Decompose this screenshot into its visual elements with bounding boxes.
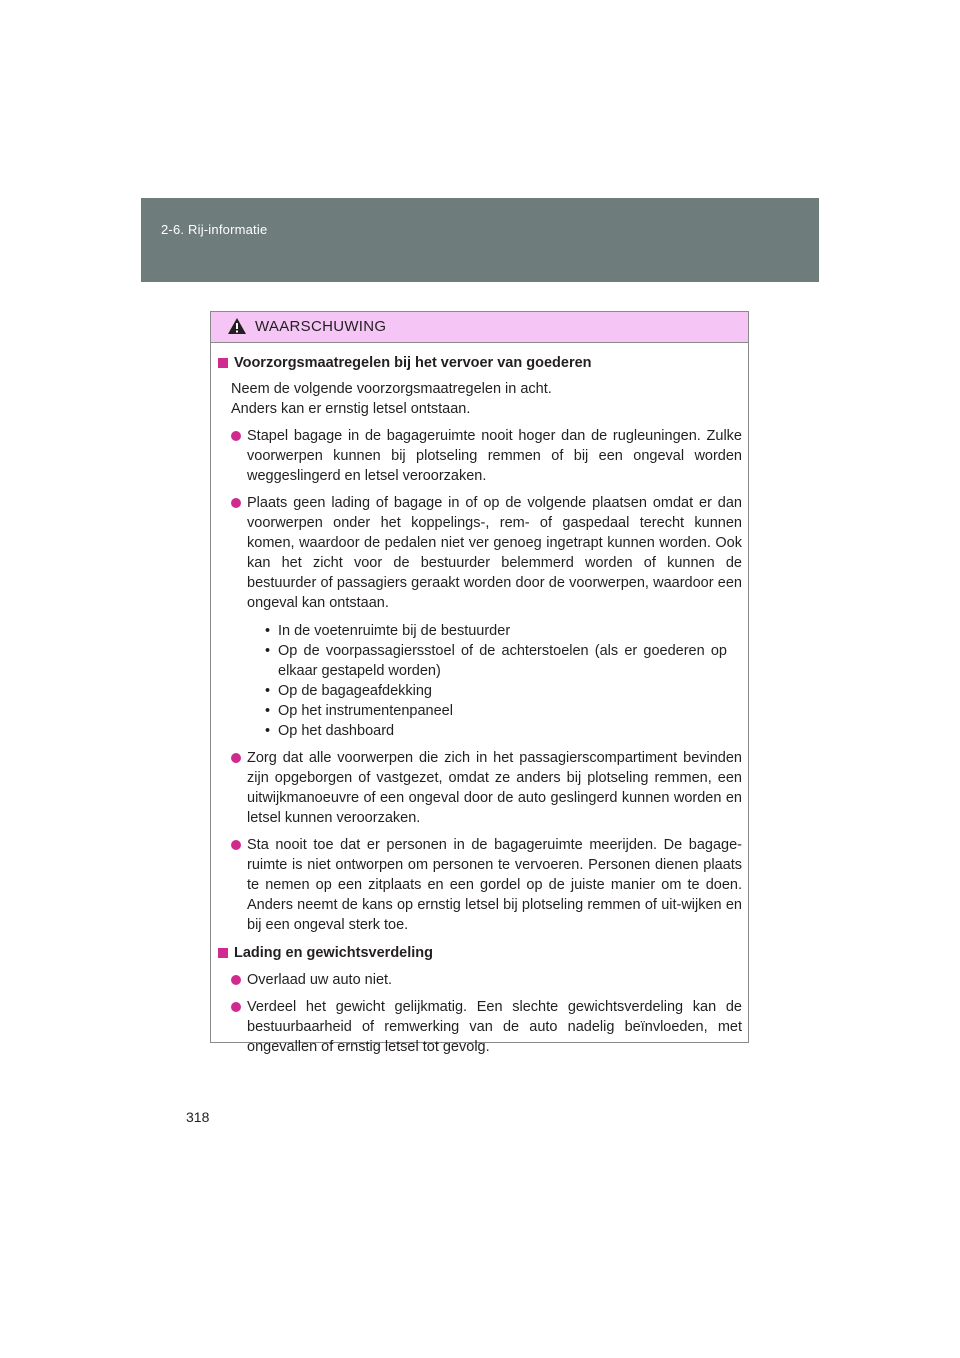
sublist-item: [265, 721, 742, 741]
list-item: [231, 493, 742, 613]
list-item-text: Overlaad uw auto niet.: [247, 972, 393, 988]
sub-bullet: •: [265, 683, 271, 699]
location-sublist: [265, 621, 742, 741]
section-heading-text: Voorzorgsmaatregelen bij het vervoer van goederen: [234, 355, 592, 371]
round-bullet-icon: [231, 498, 241, 508]
intro-line: Neem de volgende voorzorgsmaatregelen in acht.: [231, 381, 552, 397]
square-bullet-icon: [218, 358, 228, 368]
sub-bullet: •: [265, 703, 271, 719]
list-item-text: Plaats geen lading of bagage in of op de volgende plaatsen omdat er dan voorwerpen onder het koppelings-, rem- of gaspedaal terecht kunnen komen, waardoor de pedalen niet ver genoeg ingetrapt kunnen worden. Ook kan het zicht voor de bestuurder belemmerd worden of kunnen de bestuurder of passagiers geraakt worden door de voorwerpen, waardoor een ongeval kan ontstaan.: [247, 495, 742, 611]
list-item-text: Verdeel het gewicht gelijkmatig. Een slechte gewichtsverdeling kan de bestuurbaarheid of remwerking van de auto nadelig beïnvloeden, met ongevallen of ernstig letsel tot gevolg.: [247, 999, 742, 1055]
section-heading: [218, 943, 742, 963]
warning-header: [211, 312, 748, 343]
list-item-text: Zorg dat alle voorwerpen die zich in het passagierscompartiment bevinden zijn opgeborgen of vastgezet, omdat ze anders bij plotseling remmen, een uitwijkmanoeuvre of een ongeval door de auto geslingerd kunnen worden en letsel kunnen veroorzaken.: [247, 750, 742, 826]
sublist-item: [265, 621, 742, 641]
round-bullet-icon: [231, 1002, 241, 1012]
list-item: [231, 748, 742, 828]
section-heading-text: Lading en gewichtsverdeling: [234, 945, 434, 961]
sublist-item-text: In de voetenruimte bij de bestuurder: [278, 623, 511, 639]
sublist-item: [265, 701, 742, 721]
sublist-item-text: Op het instrumentenpaneel: [278, 703, 453, 719]
sublist-item: [265, 641, 742, 681]
sublist-item-text: Op de voorpassagiersstoel of de achterstoelen (als er goederen op elkaar gestapeld worden): [278, 643, 727, 679]
section-heading: [218, 353, 742, 373]
list-item-text: Stapel bagage in de bagageruimte nooit hoger dan de rugleuningen. Zulke voorwerpen kunnen bij plotseling remmen of bij een ongeval worden weggeslingerd en letsel veroorzaken.: [247, 428, 742, 484]
intro-line: Anders kan er ernstig letsel ontstaan.: [231, 401, 471, 417]
warning-title: WAARSCHUWING: [255, 318, 387, 335]
sublist-item-text: Op de bagageafdekking: [278, 683, 432, 699]
sublist-item: [265, 681, 742, 701]
list-item: [231, 426, 742, 486]
list-item-text: Sta nooit toe dat er personen in de bagageruimte meerijden. De bagage-ruimte is niet ontworpen om personen te vervoeren. Personen dienen plaats te nemen op een zitplaats en een gordel op de juiste manier om te doen. Anders neemt de kans op ernstig letsel bij plotseling remmen of uit-wijken en bij een ongeval sterk toe.: [247, 837, 742, 933]
page-number: 318: [186, 1109, 210, 1125]
square-bullet-icon: [218, 948, 228, 958]
round-bullet-icon: [231, 753, 241, 763]
warning-body: [211, 343, 748, 1057]
round-bullet-icon: [231, 431, 241, 441]
intro-text: [231, 379, 742, 419]
section-label: 2-6. Rij-informatie: [161, 222, 268, 237]
sub-bullet: •: [265, 723, 271, 739]
warning-triangle-icon: [227, 317, 247, 335]
sublist-item-text: Op het dashboard: [278, 723, 395, 739]
round-bullet-icon: [231, 975, 241, 985]
chapter-header-band: [141, 198, 819, 282]
list-item: [231, 970, 742, 990]
round-bullet-icon: [231, 840, 241, 850]
sub-bullet: •: [265, 643, 271, 659]
sub-bullet: •: [265, 623, 271, 639]
list-item: [231, 835, 742, 935]
warning-box: [210, 311, 749, 1055]
list-item: [231, 997, 742, 1057]
